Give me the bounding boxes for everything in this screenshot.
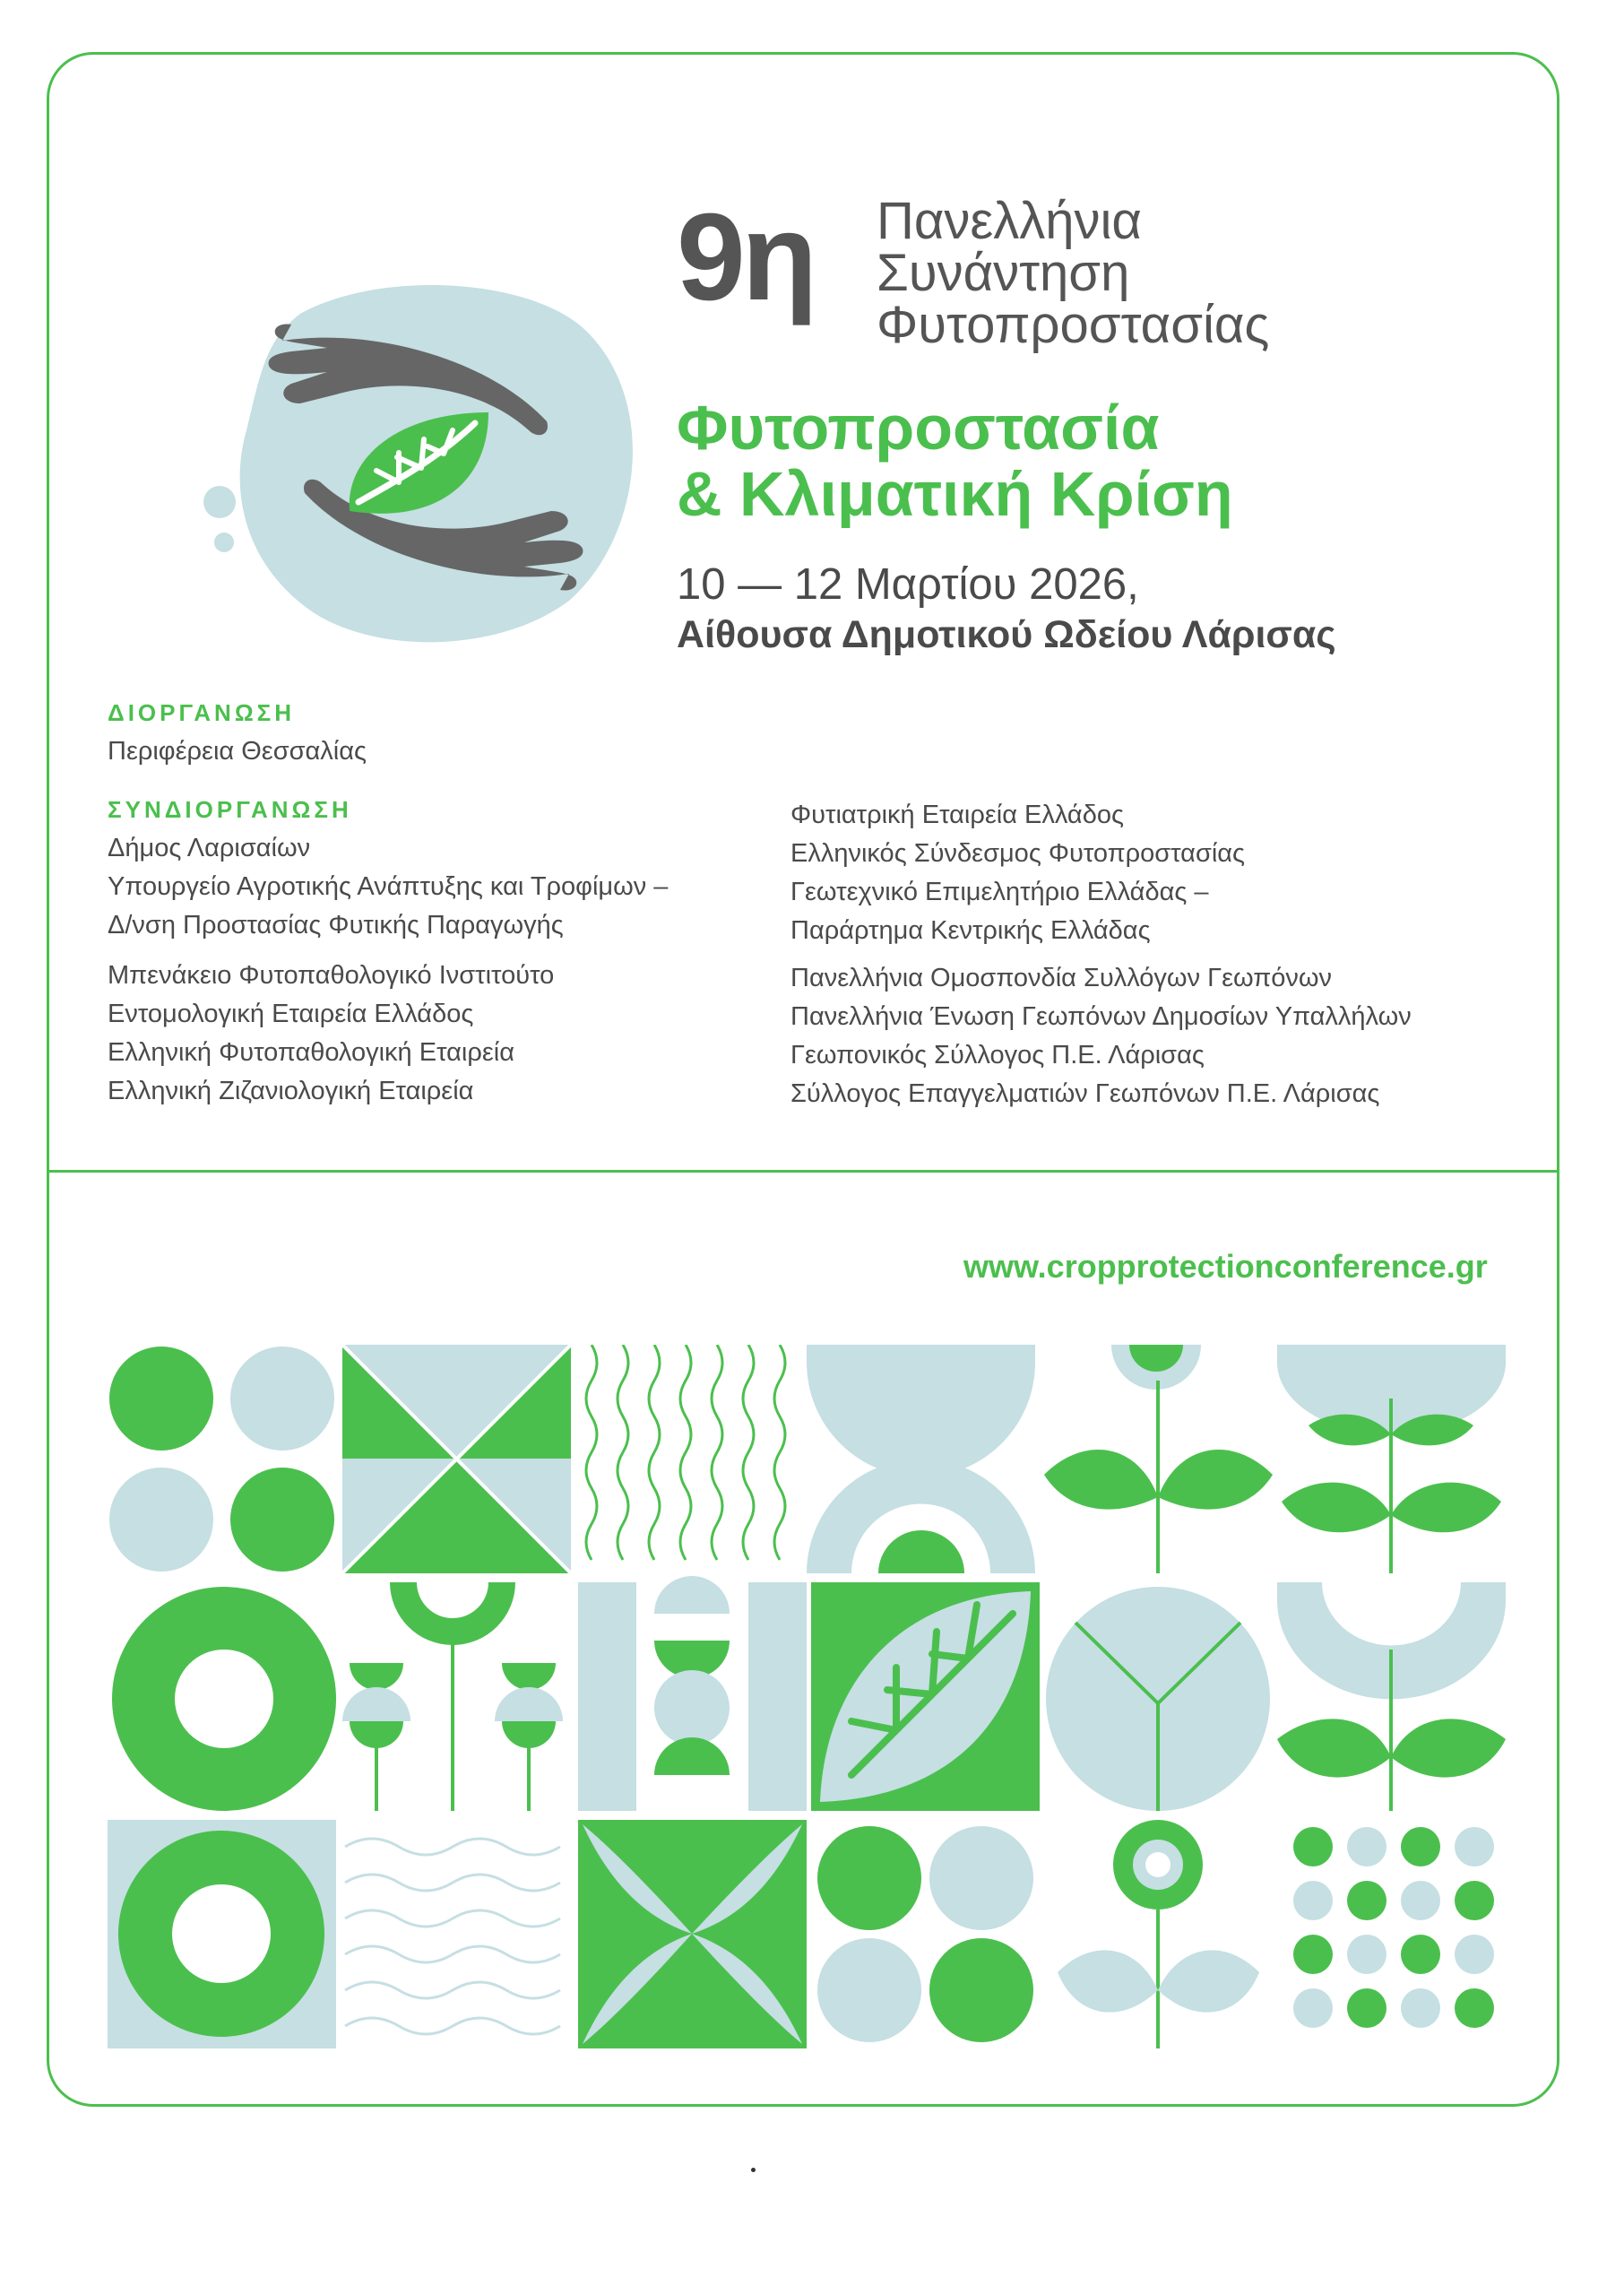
event-date: 10 — 12 Μαρτίου 2026,	[677, 560, 1139, 609]
event-name-line: Φυτοπροστασίας	[877, 296, 1270, 354]
botanical-pattern	[108, 1345, 1506, 2057]
list-item: Υπουργείο Αγροτικής Ανάπτυξης και Τροφίμων –	[108, 872, 669, 901]
tile-wavy-lines	[586, 1345, 785, 1560]
list-item: Ελληνική Ζιζανιολογική Εταιρεία	[108, 1077, 474, 1105]
list-item: Φυτιατρική Εταιρεία Ελλάδος	[790, 801, 1124, 829]
list-item: Πανελλήνια Ομοσπονδία Συλλόγων Γεωπόνων	[790, 964, 1333, 992]
tile-veined-circle	[1046, 1587, 1270, 1811]
event-name	[877, 192, 1270, 354]
edition-number: 9η	[677, 188, 815, 326]
conference-theme	[677, 394, 1233, 527]
tile-round-leaves	[817, 1826, 1033, 2042]
list-item: Παράρτημα Κεντρικής Ελλάδας	[790, 916, 1151, 945]
coorganizers-left-1	[108, 829, 668, 945]
tile-ring-flower	[1058, 1820, 1259, 2048]
tile-circle-column	[578, 1576, 807, 1811]
organization-heading: ΔΙΟΡΓΑΝΩΣΗ	[108, 699, 296, 726]
section-divider	[47, 1170, 1559, 1173]
tile-leaves-grid	[109, 1347, 334, 1572]
tile-ring-2	[108, 1820, 336, 2048]
website-link[interactable]: www.cropprotectionconference.gr	[963, 1248, 1488, 1285]
tile-wave-lines	[345, 1839, 560, 2034]
tile-plant-sprout	[1044, 1345, 1273, 1573]
tile-arches	[807, 1345, 1035, 1573]
list-item: Δήμος Λαρισαίων	[108, 834, 311, 862]
tile-cross-leaves-2	[578, 1820, 807, 2048]
coorganization-heading: ΣΥΝΔΙΟΡΓΑΝΩΣΗ	[108, 796, 352, 823]
list-item: Πανελλήνια Ένωση Γεωπόνων Δημοσίων Υπαλλήλων	[790, 1002, 1412, 1031]
coorganizers-right-1	[790, 796, 1245, 950]
hands-leaf-logo-icon	[193, 278, 659, 654]
list-item: Ελληνική Φυτοπαθολογική Εταιρεία	[108, 1038, 514, 1067]
list-item: Γεωπονικός Σύλλογος Π.Ε. Λάρισας	[790, 1041, 1205, 1070]
organizer-name: Περιφέρεια Θεσσαλίας	[108, 737, 367, 766]
tile-tulip	[1277, 1582, 1506, 1811]
event-venue: Αίθουσα Δημοτικού Ωδείου Λάρισας	[677, 613, 1336, 656]
tile-small-sprouts	[1293, 1827, 1494, 2028]
event-name-line: Συνάντηση	[877, 244, 1130, 302]
coorganizers-right-2	[790, 959, 1412, 1113]
tile-flowers	[342, 1582, 563, 1811]
coorganizers-left-2	[108, 957, 554, 1111]
event-name-line: Πανελλήνια	[877, 192, 1142, 250]
tile-cross-leaves	[342, 1345, 571, 1573]
tile-ring	[112, 1587, 336, 1811]
list-item: Μπενάκειο Φυτοπαθολογικό Ινστιτούτο	[108, 961, 555, 990]
theme-line: & Κλιματική Κρίση	[677, 459, 1233, 529]
tile-big-leaf	[811, 1582, 1040, 1811]
list-item: Σύλλογος Επαγγελματιών Γεωπόνων Π.Ε. Λάρισας	[790, 1079, 1380, 1108]
scan-speck	[751, 2168, 756, 2172]
list-item: Ελληνικός Σύνδεσμος Φυτοπροστασίας	[790, 839, 1246, 868]
list-item: Δ/νση Προστασίας Φυτικής Παραγωγής	[108, 911, 564, 940]
list-item: Γεωτεχνικό Επιμελητήριο Ελλάδας –	[790, 878, 1209, 906]
tile-fern	[1277, 1345, 1506, 1573]
theme-line: Φυτοπροστασία	[677, 393, 1160, 463]
list-item: Εντομολογική Εταιρεία Ελλάδος	[108, 1000, 474, 1028]
